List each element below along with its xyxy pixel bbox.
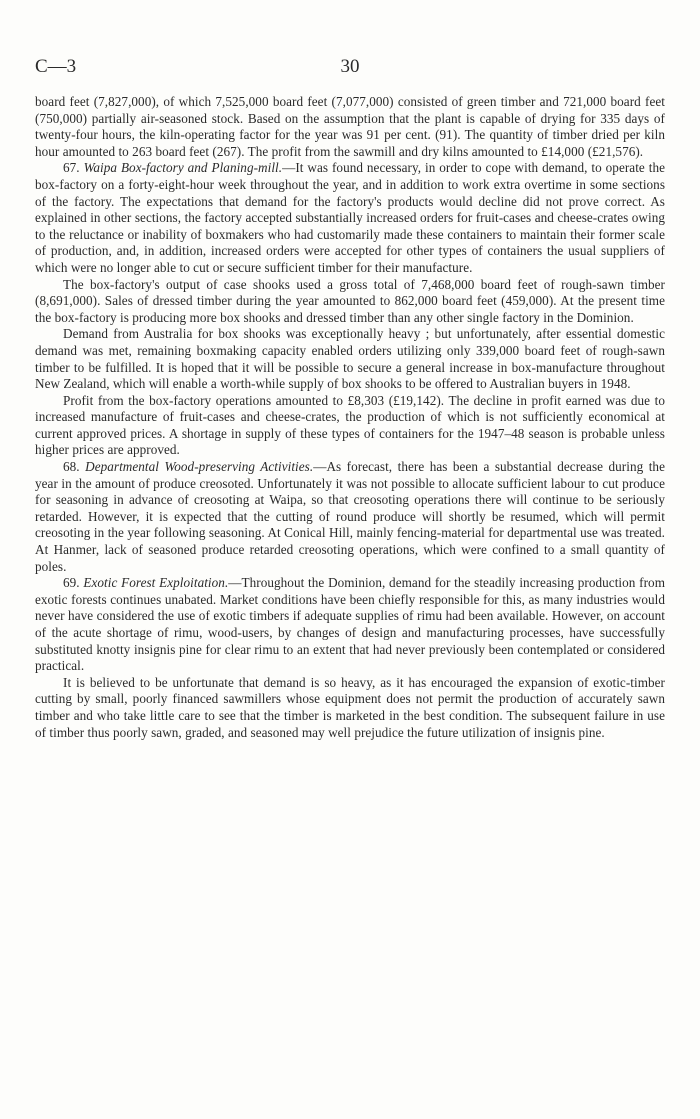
paragraph-continued — [35, 94, 665, 160]
section-code: C—3 — [35, 56, 77, 77]
paragraph — [35, 277, 665, 327]
paragraph-text: It is believed to be unfortunate that demand is so heavy, as it has encouraged the expansion of exotic-timber cutting by small, poorly financed sawmillers whose equipment does not permit the production of accurately sawn timber and who take little care to see that the timber is marketed in the best condition. The subsequent failure in use of timber thus poorly sawn, graded, and seasoned may well prejudice the future utilization of insignis pine. — [35, 674, 665, 740]
paragraph — [35, 326, 665, 392]
paragraph-text: Demand from Australia for box shooks was exceptionally heavy ; but unfortunately, after essential domestic demand was met, remaining boxmaking capacity enabled orders utilizing only 339,000 board feet of rough-sawn timber to be fulfilled. It is hoped that it will be possible to secure a general increase in box-manufacture throughout New Zealand, which will enable a worth-while supply of box shooks to be offered to Australian buyers in 1948. — [35, 326, 665, 392]
paragraph-text: —Throughout the Dominion, demand for the steadily increasing production from exotic forests continues unabated. Market conditions have been chiefly responsible for this, as many industries would never have considered the use of exotic timbers if adequate supplies of rimu had been available. However, on account of the acute shortage of rimu, wood-users, by changes of design and manufacturing processes, have successfully substituted knotty insignis pine for clear rimu to an extent that had never previously been contemplated or considered practical. — [35, 575, 666, 674]
paragraph-67 — [35, 160, 665, 276]
paragraph-text: The box-factory's output of case shooks used a gross total of 7,468,000 board feet of rough-sawn timber (8,691,000). Sales of dressed timber during the year amounted to 862,000 board feet (459,000). At the present time the box-factory is producing more box shooks and dressed timber than any other single factory in the Dominion. — [35, 276, 665, 325]
body-text — [35, 94, 665, 741]
paragraph-text: —As forecast, there has been a substantial decrease during the year in the amount of produce creosoted. Unfortunately it was not possible to allocate sufficient labour to cut produce for seasoning in advance of creosoting at Waipa, so that creosoting operations there will continue to be seriously retarded. However, it is expected that the cutting of round produce will shortly be resumed, which will permit creosoting in the year following seasoning. At Conical Hill, mainly fencing-material for departmental use was treated. At Hanmer, lack of seasoned produce retarded creosoting operations, which were confined to a small quantity of poles. — [35, 459, 665, 574]
paragraph-number: 67. — [63, 160, 80, 176]
section-heading: Departmental Wood-preserving Activities. — [85, 459, 314, 475]
paragraph-text: —It was found necessary, in order to cope with demand, to operate the box-factory on a forty-eight-hour week throughout the year, and in addition to work extra overtime in some sections of the factory. The expectations that demand for the factory's products would decline did not prove correct. As explained in other sections, the factory accepted substantially increased orders for fruit-cases and cheese-crates owing to the reluctance or inability of boxmakers who had customarily made these containers to maintain their former scale of production, and, in addition, increased orders were accepted for other types of containers the usual suppliers of which were no longer able to cut or secure sufficient timber for their manufacture. — [35, 160, 665, 275]
section-heading: Waipa Box-factory and Planing-mill. — [83, 160, 283, 176]
paragraph-69 — [35, 575, 665, 675]
paragraph — [35, 393, 665, 459]
paragraph-number: 69. — [63, 575, 80, 591]
paragraph-text: Profit from the box-factory operations amounted to £8,303 (£19,142). The decline in profit earned was due to increased manufacture of fruit-cases and cheese-crates, the production of which is not sufficiently economical at current approved prices. A shortage in supply of these types of containers for the 1947–48 season is probable unless higher prices are approved. — [35, 392, 665, 458]
page-header — [35, 56, 665, 80]
paragraph-68 — [35, 459, 665, 575]
section-heading: Exotic Forest Exploitation. — [83, 575, 229, 591]
paragraph — [35, 675, 665, 741]
paragraph-text: board feet (7,827,000), of which 7,525,000 board feet (7,077,000) consisted of green timber and 721,000 board feet (750,000) partially air-seasoned stock. Based on the assumption that the plant is capable of drying for 335 days of twenty-four hours, the kiln-operating factor for the year was 91 per cent. (91). The quantity of timber dried per kiln hour amounted to 263 board feet (267). The profit from the sawmill and dry kilns amounted to £14,000 (£21,576). — [35, 94, 665, 159]
page-number: 30 — [340, 56, 360, 77]
paragraph-number: 68. — [63, 459, 80, 475]
